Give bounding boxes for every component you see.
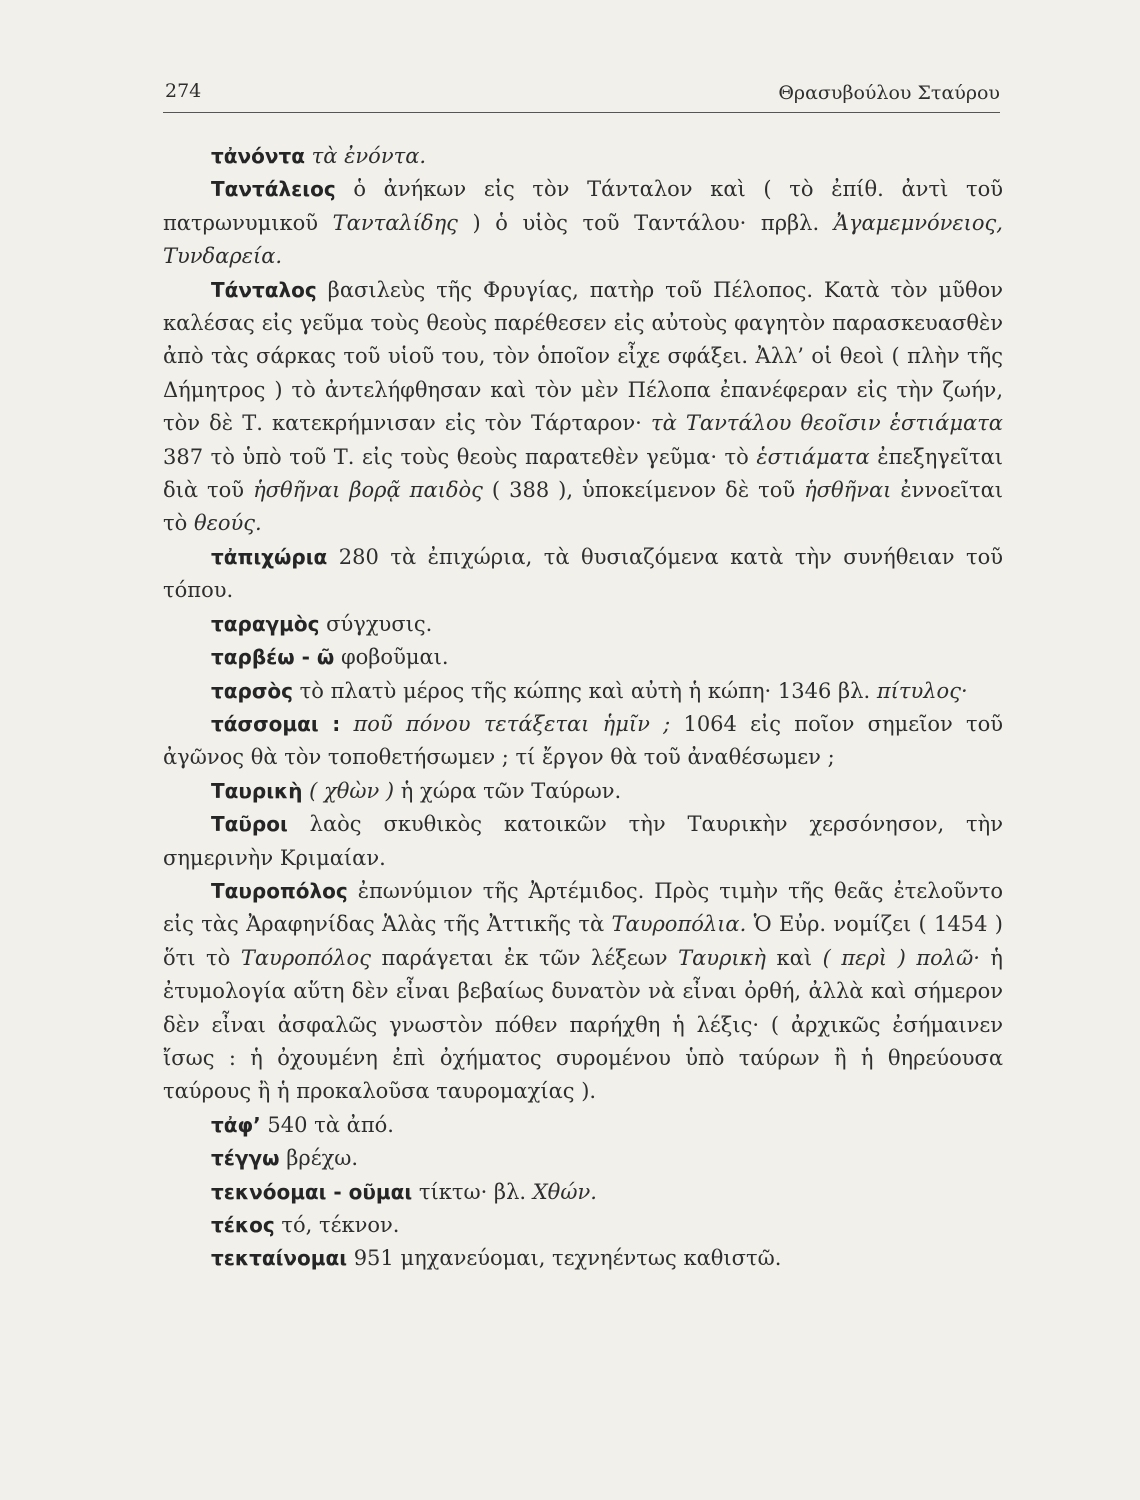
glossary-entry (163, 173, 1003, 273)
entry-headword: τεκνόομαι - οῦμαι (211, 1179, 413, 1204)
entry-headword: τεκταίνομαι (211, 1246, 348, 1271)
entry-italic-text: πίτυλος· (876, 678, 968, 703)
entry-text (340, 712, 353, 736)
entry-headword: τἀφ’ (211, 1112, 261, 1137)
entry-italic-text: θεούς. (193, 511, 262, 536)
entry-text: τὸ πλατὺ μέρος τῆς κώπης καὶ αὐτὴ ἡ κώπη· 1346 βλ. (293, 678, 877, 703)
entry-text: ἡ χώρα τῶν Ταύρων. (394, 778, 622, 803)
glossary-entry (163, 140, 1003, 173)
entry-headword: Ταυρικὴ (211, 778, 303, 803)
entry-italic-text: ἡσθῆναι βορᾷ παιδὸς (253, 478, 483, 503)
entry-text: λαὸς σκυθικὸς κατοικῶν τὴν Ταυρικὴν χερσόνησον, τὴν σημερινὴν Κριμαίαν. (163, 812, 1003, 870)
glossary-entry (163, 541, 1003, 608)
entry-headword: τἀνόντα (211, 144, 305, 168)
page-number: 274 (165, 80, 202, 102)
entry-italic-text: τὰ ἐνόντα. (305, 144, 427, 168)
entry-text: ἐπωνύμιον τῆς Ἀρτέμιδος. Πρὸς τιμὴν τῆς θεᾶς ἐτελοῦντο εἰς τὰς Ἀραφηνίδας Ἁλὰς τῆς Ἀττικῆς τὰ (163, 878, 1003, 937)
entry-text: ) ὁ υἱὸς τοῦ Ταντάλου· πρβλ. (457, 210, 834, 235)
entry-italic-text: Ἀγαμεμνόνειος, Τυνδαρεία. (163, 210, 1003, 269)
entry-headword: Ταντάλειος (211, 177, 336, 202)
glossary-entry (163, 675, 1003, 708)
entry-italic-text: Ταυροπόλια. (611, 912, 747, 937)
entry-italic-text: τὰ Ταντάλου θεοῖσιν ἑστιάματα (650, 411, 1003, 436)
entry-text: 540 τὰ ἀπό. (260, 1112, 394, 1137)
entry-headword: Ταῦροι (211, 812, 288, 837)
entry-text: 1064 εἰς ποῖον σημεῖον τοῦ ἀγῶνος θὰ τὸν τοποθετήσωμεν ; τί ἔργον θὰ τοῦ ἀναθέσωμεν ; (163, 711, 1004, 770)
glossary-entry (163, 1242, 1003, 1275)
entry-text: βασιλεὺς τῆς Φρυγίας, πατὴρ τοῦ Πέλοπος. Κατὰ τὸν μῦθον καλέσας εἰς γεῦμα τοὺς θεοὺς παρέθεσεν εἰς αὐτοὺς φαγητὸν παρασκευασθὲν ἀπὸ τὰς σάρκας τοῦ υἱοῦ του, τὸν ὁποῖον εἶχε σφάξει. Ἀλλ’ οἱ θεοὶ ( πλὴν τῆς Δήμητρος ) τὸ ἀντελήφθησαν καὶ τὸν μὲν Πέλοπα ἐπανέφεραν εἰς τὴν ζωήν, τὸν δὲ Τ. κατεκρήμνισαν εἰς τὸν Τάρταρον· (163, 277, 1003, 436)
entry-text: ἐπεξηγεῖται διὰ τοῦ (163, 444, 1003, 503)
entry-text: τίκτω· βλ. (412, 1179, 533, 1204)
entry-text: Ὁ Εὐρ. νομίζει ( 1454 ) ὅτι τὸ (163, 912, 1003, 970)
glossary-entry (163, 1209, 1003, 1242)
glossary-entry (163, 1109, 1003, 1142)
glossary-entry (163, 875, 1003, 1109)
glossary-entry (163, 641, 1003, 674)
glossary-entry (163, 808, 1003, 875)
glossary-entry (163, 708, 1003, 775)
entry-italic-text: ἡσθῆναι (804, 478, 892, 503)
entry-text: σύγχυσις. (319, 611, 433, 636)
glossary-entry (163, 1176, 1003, 1209)
entry-text: ( 388 ), ὑποκείμενον δὲ τοῦ (482, 478, 805, 503)
entry-headword: ταρβέω - ῶ (211, 645, 335, 670)
glossary-entry (163, 1142, 1003, 1175)
entry-italic-text: Ταυροπόλος (240, 945, 371, 970)
entry-text: 280 τὰ ἐπιχώρια, τὰ θυσιαζόμενα κατὰ τὴν συνήθειαν τοῦ τόπου. (163, 544, 1003, 603)
running-head: Θρασυβούλου Σταύρου (778, 82, 1000, 104)
entry-text: ἡ ἐτυμολογία αὕτη δὲν εἶναι βεβαίως δυνατὸν νὰ εἶναι ὀρθή, ἀλλὰ καὶ σήμερον δὲν εἶναι ἀσφαλῶς γνωστὸν πόθεν παρήχθη ἡ λέξις· ( ἀρχικῶς ἐσήμαινεν ἴσως : ἡ ὀχουμένη ἐπὶ ὀχήματος συρομένου ὑπὸ ταύρων ἢ ἡ θηρεύουσα ταύρους ἢ ἡ προκαλοῦσα ταυρομαχίας ). (163, 945, 1004, 1104)
entry-text: τό, τέκνον. (274, 1213, 400, 1237)
entry-italic-text: Τανταλίδης (332, 210, 458, 235)
entry-headword: τέγγω (211, 1146, 280, 1171)
entry-italic-text: ( χθὼν ) (302, 778, 395, 803)
entry-text: βρέχω. (279, 1146, 359, 1171)
entry-text: ἐννοεῖται τὸ (163, 478, 1003, 536)
entry-italic-text: Ταυρικὴ (678, 945, 766, 970)
entry-text: φοβοῦμαι. (334, 645, 449, 670)
glossary-entry (163, 274, 1003, 541)
glossary-entries (163, 140, 1003, 1276)
page-header (163, 72, 1000, 113)
glossary-entry (163, 775, 1003, 808)
entry-italic-text: ( περὶ ) πολῶ· (822, 945, 980, 970)
entry-text: 387 τὸ ὑπὸ τοῦ Τ. εἰς τοὺς θεοὺς παρατεθὲν γεῦμα· τὸ (163, 444, 757, 469)
entry-italic-text: Χθών. (532, 1179, 597, 1204)
entry-text: 951 μηχανεύομαι, τεχνηέντως καθιστῶ. (347, 1246, 782, 1271)
entry-headword: τέκος (211, 1213, 275, 1237)
entry-headword: τἀπιχώρια (211, 544, 328, 569)
entry-headword: ταρσὸς (211, 678, 293, 703)
entry-headword: Τάνταλος (211, 277, 317, 302)
entry-headword: τάσσομαι : (211, 711, 341, 736)
entry-italic-text: ἑστιάματα (756, 444, 870, 469)
entry-text: παράγεται ἐκ τῶν λέξεων (370, 945, 679, 970)
entry-headword: Ταυροπόλος (211, 878, 348, 903)
entry-text: καὶ (766, 945, 823, 970)
glossary-entry (163, 608, 1003, 641)
entry-italic-text: ποῦ πόνου τετάξεται ἡμῖν ; (353, 711, 671, 736)
entry-headword: ταραγμὸς (211, 611, 320, 636)
entry-text: ὁ ἀνήκων εἰς τὸν Τάνταλον καὶ ( τὸ ἐπίθ. ἀντὶ τοῦ πατρωνυμικοῦ (163, 177, 1003, 235)
